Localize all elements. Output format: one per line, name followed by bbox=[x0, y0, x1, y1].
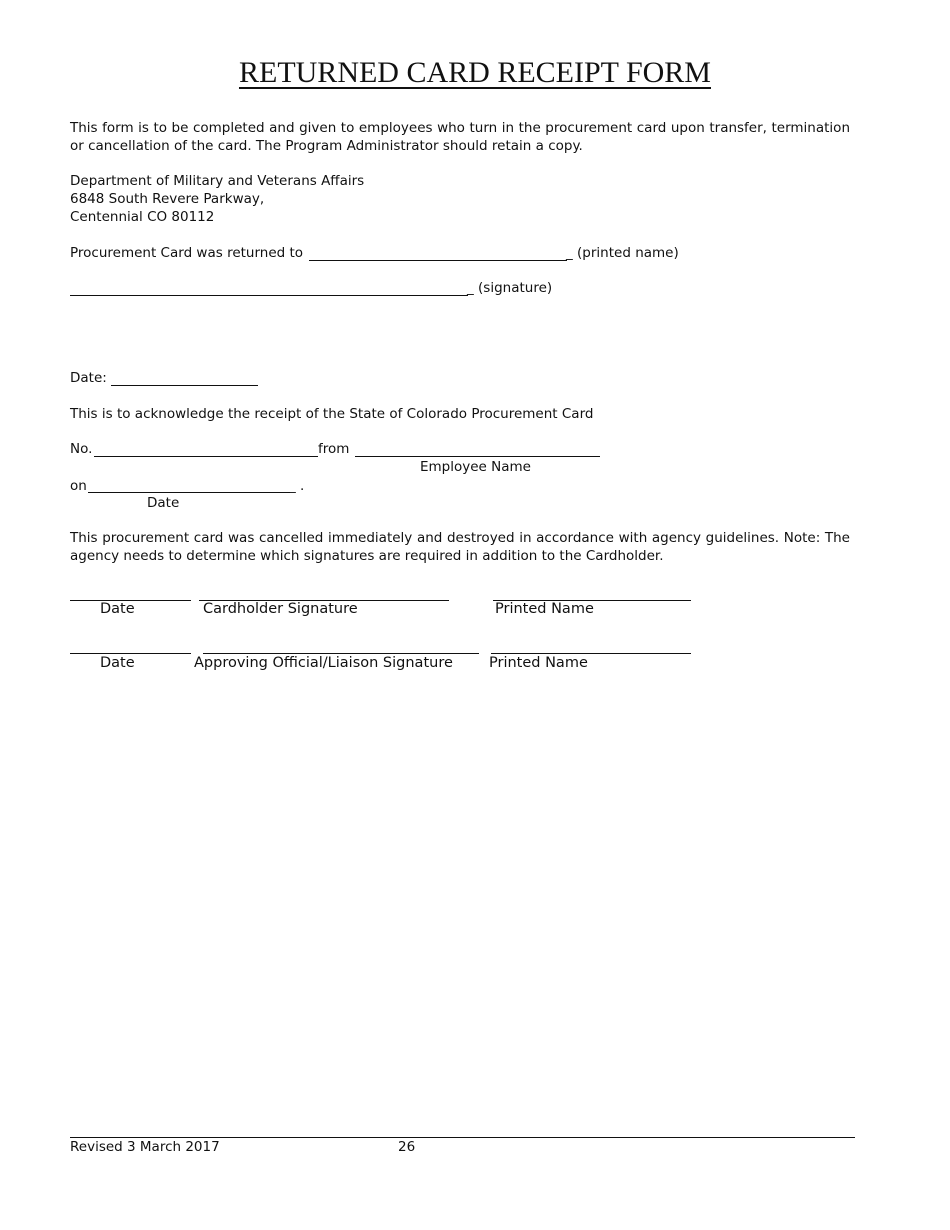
cardholder-date-caption: Date bbox=[100, 601, 135, 617]
address-line-3: Centennial CO 80112 bbox=[70, 209, 215, 225]
date-field[interactable] bbox=[111, 385, 258, 386]
on-date-field[interactable] bbox=[88, 492, 290, 493]
card-number-field[interactable] bbox=[94, 456, 318, 457]
approver-date-caption: Date bbox=[100, 655, 135, 671]
returned-to-label: Procurement Card was returned to bbox=[70, 245, 304, 261]
printed-name-field[interactable] bbox=[309, 260, 567, 261]
address-line-2: 6848 South Revere Parkway, bbox=[70, 191, 265, 207]
date-label: Date: bbox=[70, 370, 107, 386]
intro-paragraph: This form is to be completed and given to employees who turn in the procurement card upon transfer, termination or cancellation of the card. The Program Administrator should retain a copy. bbox=[70, 120, 850, 154]
footer-revised: Revised 3 March 2017 bbox=[70, 1139, 220, 1155]
footer-page-number: 26 bbox=[398, 1139, 416, 1155]
on-date-caption: Date bbox=[147, 495, 180, 511]
card-number-label: No. bbox=[70, 441, 93, 457]
signature-caption: _ (signature) bbox=[467, 280, 553, 296]
cancellation-note: This procurement card was cancelled immediately and destroyed in accordance with agency guidelines. Note: The agency needs to determine which signatures are required in addition to the Cardholder. bbox=[70, 530, 850, 564]
on-label: on bbox=[70, 478, 87, 494]
cardholder-printed-name-caption: Printed Name bbox=[495, 601, 594, 617]
approver-signature-caption: Approving Official/Liaison Signature bbox=[194, 655, 453, 671]
from-label: from bbox=[318, 441, 350, 457]
printed-name-caption: _ (printed name) bbox=[566, 245, 679, 261]
on-suffix: _ . bbox=[289, 478, 305, 494]
address-line-1: Department of Military and Veterans Affairs bbox=[70, 173, 365, 189]
approver-printed-name-caption: Printed Name bbox=[489, 655, 588, 671]
signature-field[interactable] bbox=[70, 295, 468, 296]
employee-name-field[interactable] bbox=[355, 456, 600, 457]
acknowledge-text: This is to acknowledge the receipt of the State of Colorado Procurement Card bbox=[70, 406, 594, 422]
employee-name-caption: Employee Name bbox=[420, 459, 531, 475]
page-title: RETURNED CARD RECEIPT FORM bbox=[238, 56, 711, 89]
cardholder-signature-caption: Cardholder Signature bbox=[203, 601, 358, 617]
